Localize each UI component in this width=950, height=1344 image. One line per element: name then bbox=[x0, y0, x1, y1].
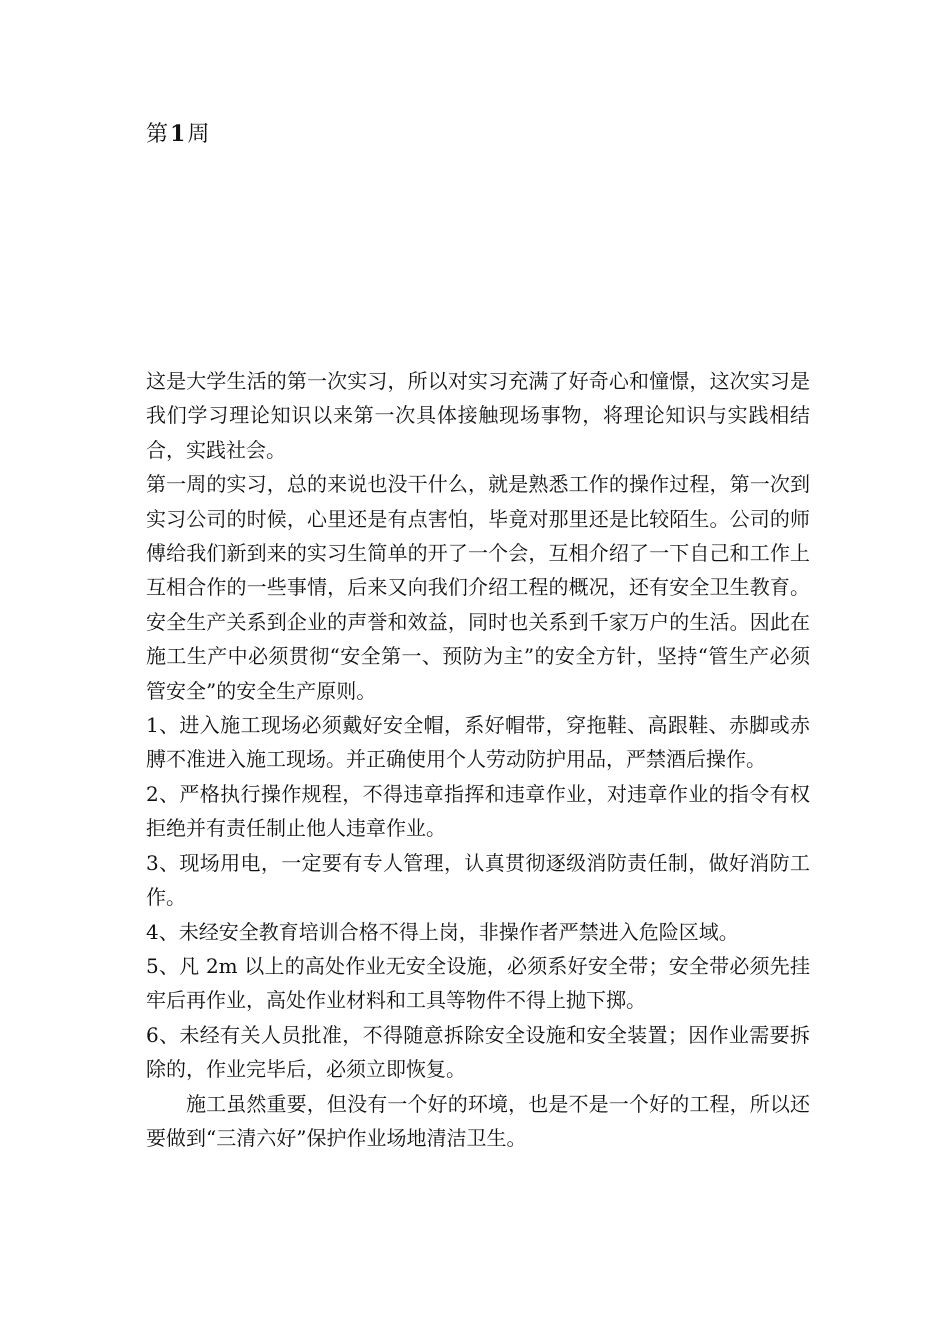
rule-item-2: 2、严格执行操作规程，不得违章指挥和违章作业，对违章作业的指令有权拒绝并有责任制止他人违章作业。 bbox=[146, 781, 810, 841]
rule-item-6: 6、未经有关人员批准，不得随意拆除安全设施和安全装置；因作业需要拆除的，作业完毕后，必须立即恢复。 bbox=[146, 1022, 810, 1082]
rule-item-1: 1、进入施工现场必须戴好安全帽，系好帽带，穿拖鞋、高跟鞋、赤脚或赤膊不准进入施工现场。并正确使用个人劳动防护用品，严禁酒后操作。 bbox=[146, 713, 810, 772]
week-heading-prefix: 第 bbox=[146, 122, 169, 147]
paragraph-intro: 这是大学生活的第一次实习，所以对实习充满了好奇心和憧憬，这次实习是我们学习理论知识以来第一次具体接触现场事物，将理论知识与实践相结合，实践社会。 bbox=[146, 369, 810, 462]
paragraph-closing: 施工虽然重要，但没有一个好的环境，也是不是一个好的工程，所以还要做到“三清六好”保护作业场地清洁卫生。 bbox=[146, 1091, 810, 1150]
rule-item-3: 3、现场用电，一定要有专人管理，认真贯彻逐级消防责任制，做好消防工作。 bbox=[146, 850, 810, 910]
week-heading-suffix: 周 bbox=[187, 122, 210, 147]
week-heading bbox=[146, 118, 209, 151]
rule-item-5: 5、凡 2m 以上的高处作业无安全设施，必须系好安全带；安全带必须先挂牢后再作业，高处作业材料和工具等物件不得上抛下掷。 bbox=[146, 953, 810, 1013]
document-body bbox=[146, 364, 810, 1155]
paragraph-first-week: 第一周的实习，总的来说也没干什么，就是熟悉工作的操作过程，第一次到实习公司的时候，心里还是有点害怕，毕竟对那里还是比较陌生。公司的师傅给我们新到来的实习生简单的开了一个会，互相介绍了一下自己和工作上互相合作的一些事情，后来又向我们介绍工程的概况，还有安全卫生教育。安全生产关系到企业的声誉和效益，同时也关系到千家万户的生活。因此在施工生产中必须贯彻“安全第一、预防为主”的安全方针，坚持“管生产必须管安全”的安全生产原则。 bbox=[146, 472, 810, 703]
week-number: 1 bbox=[170, 121, 186, 147]
rule-item-4: 4、未经安全教育培训合格不得上岗，非操作者严禁进入危险区域。 bbox=[146, 919, 739, 944]
